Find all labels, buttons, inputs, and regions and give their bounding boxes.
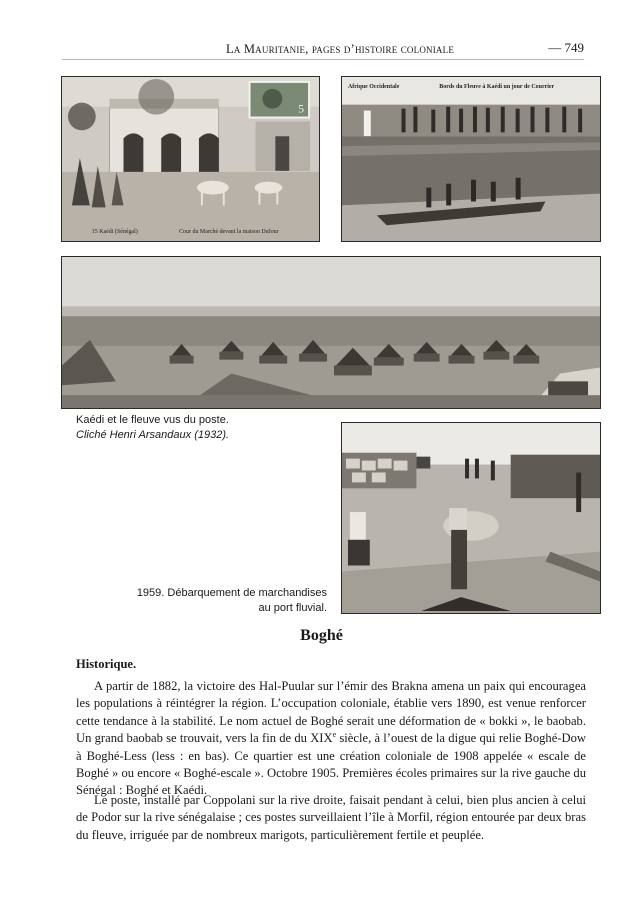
photo-kaedi-market-illustration — [62, 77, 319, 241]
port-caption-line2: au port fluvial. — [258, 602, 327, 614]
panorama-caption-credit: Cliché Henri Arsandaux (1932). — [76, 429, 230, 441]
port-caption — [100, 586, 327, 616]
photo-port-unloading-illustration — [342, 423, 600, 613]
panorama-caption — [76, 413, 326, 443]
photo-river-bank-illustration — [342, 77, 600, 241]
running-head — [62, 38, 584, 60]
photo-kaedi-panorama-illustration — [62, 257, 600, 408]
running-title: La Mauritanie, pages d’histoire coloniale — [226, 42, 455, 56]
section-title: Boghé — [300, 627, 343, 644]
photo-kaedi-market-postcard — [61, 76, 320, 242]
paragraph-1-part-b: siècle, à l’ouest de la digue qui relie Boghé-Dow à Boghé-Less (less : en bas). Ce quartier est une création coloniale de 1908 appelée « escale de Boghé » ou encore « Boghé-escale ». Octobre 1905. Premières écoles primaires sur la rive gauche du Sénégal : Boghé et Kaédi. — [76, 731, 586, 798]
postcard-river-caption-right: Bords du Fleuve à Kaédi un jour de Courrier — [439, 83, 555, 90]
postcard-river-caption-left: Afrique Occidentale — [347, 83, 400, 90]
panorama-caption-line1: Kaédi et le fleuve vus du poste. — [76, 414, 229, 426]
page-number: — 749 — [548, 40, 584, 55]
paragraph-history-2 — [76, 792, 586, 844]
paragraph-history-1 — [76, 678, 586, 800]
paragraph-2-text: Le poste, installé par Coppolani sur la rive droite, faisait pendant à celui, bien plus ancien à celui de Podor sur la rive sénégalaise ; ces postes surveillaient l’île à Morfil, région entourée par deux bras du fleuve, irriguée par de nombreux marigots, particulièrement fertile et peuplée. — [76, 793, 586, 842]
photo-kaedi-panorama — [61, 256, 601, 409]
postcard-kaedi-caption-left: 15 Kaédi (Sénégal) — [91, 229, 138, 236]
paragraph-1-superscript: e — [332, 730, 337, 740]
section-subhead: Historique. — [76, 657, 137, 671]
stamp-value: 5 — [298, 101, 305, 116]
photo-river-bank-postcard — [341, 76, 601, 242]
photo-port-unloading — [341, 422, 601, 614]
postcard-kaedi-caption-right: Cour du Marché devant la maison Dufour — [179, 229, 279, 236]
port-caption-line1: 1959. Débarquement de marchandises — [136, 587, 327, 599]
paragraph-1-part-a: A partir de 1882, la victoire des Hal-Puular sur l’émir des Brakna amena un paix qui encouragea les populations à réintégrer la région. L’occupation coloniale, établie vers 1890, est venue renforcer cette tendance à la stabilité. Le nom actuel de Boghé serait une déformation de « bokki », le baobab. Un grand baobab se trouvait, vers la fin de du XIX — [76, 679, 586, 746]
